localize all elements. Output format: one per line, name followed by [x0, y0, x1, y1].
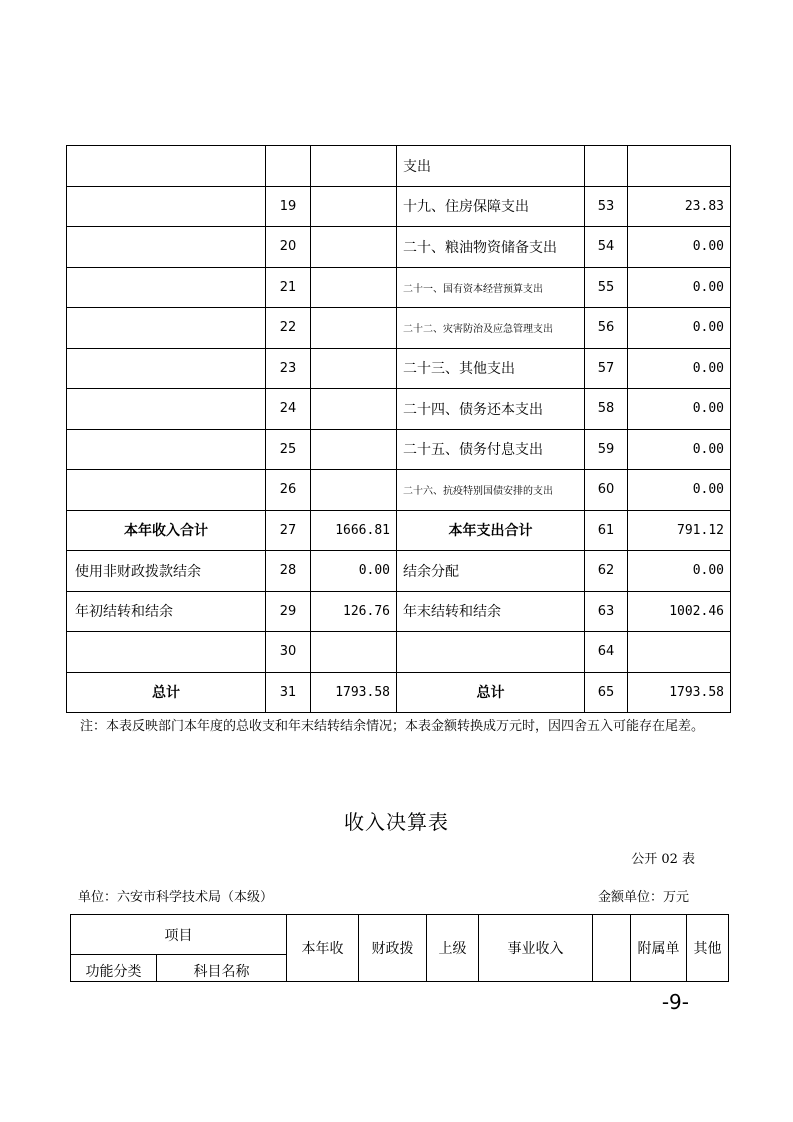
table-row [67, 510, 731, 551]
table-cell: 21 [266, 267, 311, 308]
table-row [67, 267, 731, 308]
header-subject-name: 科目名称 [157, 955, 287, 982]
table-cell [67, 146, 266, 187]
table-cell: 二十、粮油物资储备支出 [397, 227, 585, 268]
table-cell: 28 [266, 551, 311, 592]
header-blank [593, 915, 631, 982]
table-cell: 56 [585, 308, 628, 349]
table-cell: 61 [585, 510, 628, 551]
table-cell [67, 267, 266, 308]
table-row [67, 227, 731, 268]
final-accounts-table [66, 145, 731, 713]
table-cell: 结余分配 [397, 551, 585, 592]
table-cell: 59 [585, 429, 628, 470]
table-row [67, 672, 731, 713]
table-cell [311, 308, 397, 349]
table-cell: 二十二、灾害防治及应急管理支出 [397, 308, 585, 349]
header-fiscal: 财政拨 [359, 915, 427, 982]
table-cell: 0.00 [628, 227, 731, 268]
table-cell: 25 [266, 429, 311, 470]
table-cell [311, 227, 397, 268]
table-cell: 60 [585, 470, 628, 511]
table-cell: 年末结转和结余 [397, 591, 585, 632]
table-cell [311, 389, 397, 430]
table-cell [311, 267, 397, 308]
table-cell: 0.00 [628, 429, 731, 470]
table-note: 注：本表反映部门本年度的总收支和年末结转结余情况；本表金额转换成万元时，因四舍五入可能存在尾差。 [80, 719, 705, 734]
table-cell [266, 146, 311, 187]
table-cell: 年初结转和结余 [67, 591, 266, 632]
table-cell: 27 [266, 510, 311, 551]
table-row [67, 186, 731, 227]
reporting-unit: 单位：六安市科学技术局（本级） [78, 890, 274, 905]
table-cell: 0.00 [628, 551, 731, 592]
table-cell: 本年收入合计 [67, 510, 266, 551]
table-cell: 62 [585, 551, 628, 592]
table-cell: 55 [585, 267, 628, 308]
table-cell: 0.00 [628, 308, 731, 349]
table-row [67, 591, 731, 632]
table-cell: 0.00 [628, 348, 731, 389]
table-cell: 使用非财政拨款结余 [67, 551, 266, 592]
table-cell: 26 [266, 470, 311, 511]
table-row [67, 470, 731, 511]
table-cell [628, 146, 731, 187]
table-cell: 31 [266, 672, 311, 713]
table-cell: 支出 [397, 146, 585, 187]
table-cell [311, 348, 397, 389]
table-cell: 1793.58 [628, 672, 731, 713]
table-cell: 19 [266, 186, 311, 227]
table-cell: 126.76 [311, 591, 397, 632]
table-cell [311, 146, 397, 187]
table-cell: 22 [266, 308, 311, 349]
table-cell: 二十一、国有资本经营预算支出 [397, 267, 585, 308]
table-cell: 58 [585, 389, 628, 430]
table-cell [67, 470, 266, 511]
table-cell [67, 429, 266, 470]
table-cell: 本年支出合计 [397, 510, 585, 551]
table-cell: 23.83 [628, 186, 731, 227]
table-cell: 29 [266, 591, 311, 632]
table-cell [67, 308, 266, 349]
table-cell: 0.00 [628, 389, 731, 430]
table-row [67, 146, 731, 187]
table-cell [311, 429, 397, 470]
table-cell: 30 [266, 632, 311, 673]
table-cell: 总计 [397, 672, 585, 713]
income-table-title: 收入决算表 [344, 810, 449, 834]
header-affiliated: 附属单 [631, 915, 687, 982]
table-cell [311, 470, 397, 511]
amount-unit: 金额单位：万元 [597, 890, 689, 905]
table-cell: 1666.81 [311, 510, 397, 551]
table-cell [397, 632, 585, 673]
page-number: -9- [661, 990, 689, 1014]
table-cell: 1002.46 [628, 591, 731, 632]
table-cell [67, 186, 266, 227]
table-cell [585, 146, 628, 187]
table-cell: 54 [585, 227, 628, 268]
table-cell [67, 632, 266, 673]
table-row [67, 348, 731, 389]
table-cell: 63 [585, 591, 628, 632]
table-cell: 0.00 [311, 551, 397, 592]
table-cell: 二十六、抗疫特别国债安排的支出 [397, 470, 585, 511]
table-cell: 二十四、债务还本支出 [397, 389, 585, 430]
table-cell: 总计 [67, 672, 266, 713]
table-cell [311, 632, 397, 673]
income-table-header [70, 914, 729, 982]
header-superior: 上级 [427, 915, 479, 982]
table-cell: 64 [585, 632, 628, 673]
table-code: 公开 02 表 [631, 852, 695, 867]
table-cell: 1793.58 [311, 672, 397, 713]
header-annual-income: 本年收 [287, 915, 359, 982]
table-cell [67, 227, 266, 268]
table-cell: 23 [266, 348, 311, 389]
table-cell: 20 [266, 227, 311, 268]
header-other: 其他 [687, 915, 729, 982]
header-business-income: 事业收入 [479, 915, 593, 982]
header-item: 项目 [71, 915, 287, 955]
table-cell [311, 186, 397, 227]
table-cell: 791.12 [628, 510, 731, 551]
table-cell [67, 348, 266, 389]
table-cell: 十九、住房保障支出 [397, 186, 585, 227]
table-cell: 24 [266, 389, 311, 430]
header-func-class: 功能分类 [71, 955, 157, 982]
table-cell: 57 [585, 348, 628, 389]
table-cell: 53 [585, 186, 628, 227]
table-cell [67, 389, 266, 430]
table-cell: 65 [585, 672, 628, 713]
table-cell [628, 632, 731, 673]
table-cell: 0.00 [628, 267, 731, 308]
table-row [67, 308, 731, 349]
table-cell: 二十五、债务付息支出 [397, 429, 585, 470]
table-row [67, 429, 731, 470]
table-row [67, 389, 731, 430]
table-cell: 二十三、其他支出 [397, 348, 585, 389]
table-row [67, 551, 731, 592]
table-row [67, 632, 731, 673]
table-cell: 0.00 [628, 470, 731, 511]
